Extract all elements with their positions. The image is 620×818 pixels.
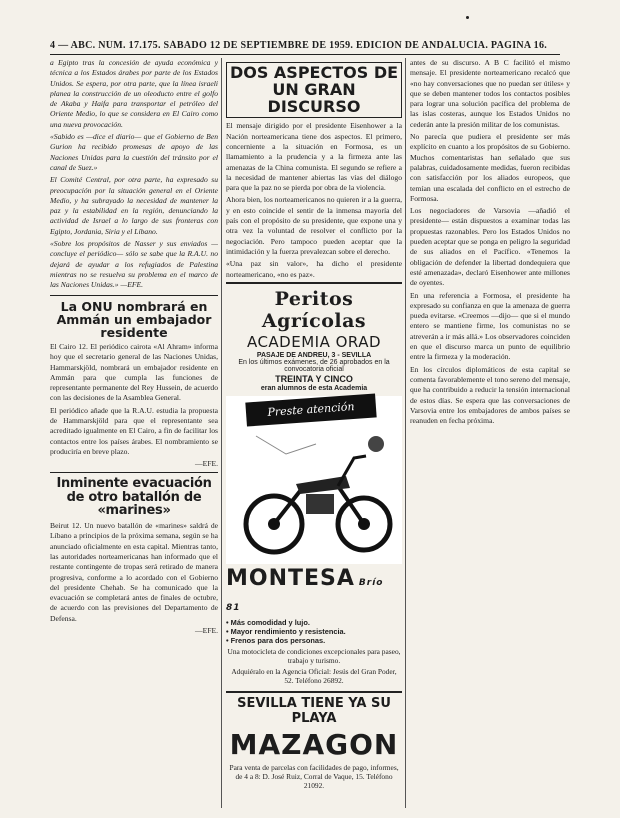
article-text: «Sobre los propósitos de Nasser y sus enviados —concluye el periódico— sólo se sabe que la R.A.U. no dejará de ayudar a los refugiados de Palestina mientras no se resuelva su problema en el marco de las Naciones Unidas.» —EFE. xyxy=(50,239,218,290)
brand-model: Brío 81 xyxy=(226,577,384,613)
article-text: No parecía que pudiera el presidente ser más explícito en cuanto a los propósitos de su Gobierno. Muchos comentaristas han señalado que sus palabras, cuidadosamente medidas, fueron recibidas con satisfacción por los aliados europeos, que temían una escalada del conflicto en el estrecho de Formosa. xyxy=(410,132,570,203)
divider xyxy=(50,472,218,473)
article-text: El Comité Central, por otra parte, ha expresado su preocupación por la situación general en el Oriente Medio, y ha subrayado la necesidad de mantener la paz y la estabilidad en la región, denunciando la actividad de Israel a lo largo de sus fronteras con Egipto, Jordania, Siria y el Líbano. xyxy=(50,175,218,236)
advertisement-motorcycle xyxy=(226,396,402,564)
article-text: «Una paz sin valor», ha dicho el presidente norteamericano, «no es paz». xyxy=(226,259,402,279)
ad-title: Peritos Agrícolas xyxy=(261,287,367,332)
brand-name: MONTESA xyxy=(226,565,355,591)
ad-features xyxy=(226,618,402,645)
editorial-headline: DOS ASPECTOS DE UN GRAN DISCURSO xyxy=(226,62,402,118)
article-text: a Egipto tras la concesión de ayuda económica y técnica a los Estados árabes por parte de los Estados Unidos. Se espera, por otra parte, que la línea israelí planea la construcción de un oleoducto entre el golfo de Akaba y Haifa para transportar el petróleo del Oriente Medio, lo que se considera en El Cairo como una nueva provocación. xyxy=(50,58,218,129)
feature-item: • Mayor rendimiento y resistencia. xyxy=(226,627,402,636)
ad-text: Adquiéralo en la Agencia Oficial: Jesús del Gran Poder, 52. Teléfono 26892. xyxy=(231,666,397,685)
article-text: Beirut 12. Un nuevo batallón de «marines» saldrá de Líbano a principios de la próxima semana, según se ha anunciado oficialmente en esta capital. Mientras tanto, las autoridades norteamericanas han informado que el restante contingente de tropas será retirado de manera progresiva, conforme a lo acordado con el Gobierno del presidente Chehab. Se ha comunicado que la evacuación se completará antes de finales de octubre, de acuerdo con las previsiones del Departamento de Defensa. xyxy=(50,521,218,623)
column-left xyxy=(50,58,218,639)
ad-address: PASAJE DE ANDREU, 3 - SEVILLA xyxy=(256,351,372,359)
article-text: En una referencia a Formosa, el presidente ha expresado su confianza en que la amenaza de guerra pueda evitarse. «Creemos —dijo— que si el mundo entero se mantiene firme, los comunistas no se atreverán a ir más allá.» Los observadores coinciden en que el discurso marca un punto de equilibrio entre la firmeza y la moderación. xyxy=(410,290,570,362)
page-header: 4 — ABC. NÚM. 17.175. SÁBADO 12 DE SEPTIEMBRE DE 1959. EDICIÓN DE ANDALUCÍA. PAGINA 16. xyxy=(50,40,560,55)
ad-headline: SEVILLA TIENE YA SU PLAYA xyxy=(226,691,402,726)
ad-text: En los últimos exámenes, de 26 aprobados en la convocatoria oficial xyxy=(238,358,390,373)
article-text: «Sabido es —dice el diario— que el Gobierno de Ben Gurion ha recibido promesas de apoyo de las Naciones Unidas para la cuestión del tránsito por el canal de Suez.» xyxy=(50,132,218,172)
ad-text: Una motocicleta de condiciones excepcionales para paseo, trabajo y turismo. xyxy=(227,646,401,665)
article-text: El mensaje dirigido por el presidente Eisenhower a la Nación norteamericana tiene dos aspectos. El primero, concerniente a la situación en Formosa, es un llamamiento a la prudencia y a la firmeza ante las amenazas de la China comunista. El segundo se refiere a la necesidad de mantener abiertas las vías del diálogo para que la paz no se pierda por obra de la violencia. xyxy=(226,121,402,193)
ad-brand: MAZAGON xyxy=(229,727,399,761)
article-text: antes de su discurso. A B C facilitó el mismo mensaje. El presidente norteamericano recalcó que «no hay conversaciones que no puedan ser útiles» y que se deben mantener todos los contactos posibles para lograr una solución pacífica del problema de las islas costeras, aunque los Estados Unidos no cederán ante la presión militar de los comunistas. xyxy=(410,58,570,129)
column-right xyxy=(410,58,570,428)
article-headline: La ONU nombrará en Ammán un embajador residente xyxy=(56,298,212,340)
feature-item: • Frenos para dos personas. xyxy=(226,636,402,645)
advertisement-academy xyxy=(226,282,402,392)
divider xyxy=(50,295,218,296)
article-signature: —EFE. xyxy=(195,459,218,469)
motorcycle-illustration xyxy=(226,424,402,564)
article-text: Ahora bien, los norteamericanos no quieren ir a la guerra, y en esto coincide el sentir de la inmensa mayoría del país con el propósito de su presidente, que expone una y otra vez la voluntad de resolver el conflicto por la negociación. Pero tampoco pueden aceptar que la intimidación y la fuerza prevalezcan sobre el derecho. xyxy=(226,195,402,256)
article-text: El Cairo 12. El periódico cairota «Al Ahram» informa hoy que el secretario general de las Naciones Unidas, Hammarskjöld, nombrará un embajador residente en Ammán para que cumpla las funciones de representante permanente del Rey Hussein, de acuerdo con las decisiones de la Asamblea General. xyxy=(50,341,218,403)
ad-count: TREINTA Y CINCO xyxy=(275,373,353,384)
column-rule xyxy=(221,58,222,808)
ad-badge: Preste atención xyxy=(245,393,376,426)
ad-text: eran alumnos de esta Academia xyxy=(260,384,368,392)
ad-brand xyxy=(226,566,402,616)
column-center xyxy=(226,58,402,792)
article-text: El periódico añade que la R.A.U. estudia la propuesta de Hammarskjöld para que el representante sea acreditado igualmente en El Cairo, a fin de facilitar los contactos entre los países árabes. El nombramiento se produciría en breve plazo. xyxy=(50,405,218,456)
ink-dot xyxy=(466,16,469,19)
column-rule xyxy=(405,58,406,808)
article-text: En los círculos diplomáticos de esta capital se comenta favorablemente el tono sereno del mensaje, que ha contribuido a reducir la tensión internacional de estos días. Se espera que las conversaciones de Varsovia entre los embajadores de ambos países se reanuden en fecha próxima. xyxy=(410,364,570,426)
feature-item: • Más comodidad y lujo. xyxy=(226,618,402,627)
article-headline: Inminente evacuación de otro batallón de «marines» xyxy=(56,476,212,519)
article-text: Los negociadores de Varsovia —añadió el presidente— están dispuestos a examinar todas las propuestas razonables. Pero los Estados Unidos no pueden aceptar que se ponga en peligro la seguridad de sus aliados en el Pacífico. «Tenemos la obligación de defender la libertad dondequiera que esté amenazada», declaró Eisenhower ante millones de oyentes. xyxy=(410,206,570,288)
ad-text: Para venta de parcelas con facilidades de pago, informes, de 4 a 8: D. José Ruiz, Corral de Vaque, 15. Teléfono 21092. xyxy=(229,762,399,790)
ad-academy-name: ACADEMIA ORAD xyxy=(246,332,382,351)
article-signature: —EFE. xyxy=(195,626,218,636)
